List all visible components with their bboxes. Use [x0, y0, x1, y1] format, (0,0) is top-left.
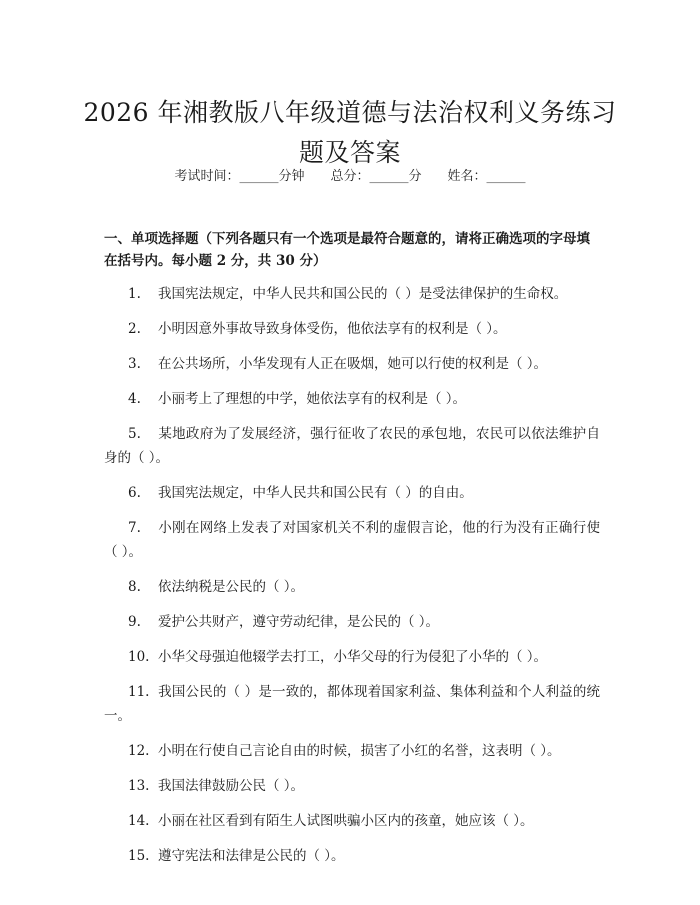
question-number: 2.	[128, 321, 141, 337]
exam-time-label: 考试时间：______分钟	[174, 169, 305, 184]
question-number: 11.	[128, 684, 150, 700]
question-number: 5.	[128, 426, 141, 442]
question-text: 爱护公共财产，遵守劳动纪律，是公民的（ ）。	[158, 614, 440, 630]
question-text: 某地政府为了发展经济，强行征收了农民的承包地，农民可以依法维护自身的（ ）。	[104, 426, 600, 466]
question-item	[104, 645, 600, 669]
question-text: 小明因意外事故导致身体受伤，他依法享有的权利是（ ）。	[158, 321, 507, 337]
question-text: 小明在行使自己言论自由的时候，损害了小红的名誉，这表明（ ）。	[158, 743, 561, 759]
total-score-label: 总分：______分	[330, 169, 422, 184]
question-number: 9.	[128, 614, 141, 630]
question-list	[104, 282, 600, 879]
question-text: 我国宪法规定，中华人民共和国公民有（ ）的自由。	[158, 485, 473, 501]
question-text: 我国法律鼓励公民（ ）。	[158, 778, 305, 794]
question-item	[104, 352, 600, 376]
question-item	[104, 575, 600, 599]
question-text: 小丽在社区看到有陌生人试图哄骗小区内的孩童，她应该（ ）。	[158, 813, 534, 829]
question-item	[104, 844, 600, 868]
question-text: 小刚在网络上发表了对国家机关不利的虚假言论，他的行为没有正确行使（ ）。	[104, 520, 600, 560]
question-item	[104, 422, 600, 470]
question-item	[104, 317, 600, 341]
question-text: 我国宪法规定，中华人民共和国公民的（ ）是受法律保护的生命权。	[158, 286, 568, 302]
question-item	[104, 809, 600, 833]
question-item	[104, 516, 600, 564]
question-number: 3.	[128, 356, 141, 372]
question-item	[104, 774, 600, 798]
section-heading: 一、单项选择题（下列各题只有一个选项是最符合题意的，请将正确选项的字母填在括号内。每小题 2 分，共 30 分）	[104, 231, 590, 269]
question-text: 小丽考上了理想的中学，她依法享有的权利是（ ）。	[158, 391, 467, 407]
question-number: 14.	[128, 813, 150, 829]
question-number: 6.	[128, 485, 141, 501]
document-title: 2026 年湘教版八年级道德与法治权利义务练习题及答案	[83, 97, 617, 167]
question-number: 12.	[128, 743, 150, 759]
question-item	[104, 680, 600, 728]
name-label: 姓名：______	[447, 169, 526, 184]
question-item	[104, 481, 600, 505]
question-text: 在公共场所，小华发现有人正在吸烟，她可以行使的权利是（ ）。	[158, 356, 548, 372]
question-item	[104, 739, 600, 763]
question-number: 15.	[128, 848, 150, 864]
question-item	[104, 610, 600, 634]
question-text: 小华父母强迫他辍学去打工，小华父母的行为侵犯了小华的（ ）。	[158, 649, 548, 665]
question-text: 遵守宪法和法律是公民的（ ）。	[158, 848, 345, 864]
exam-meta	[0, 168, 700, 186]
question-text: 我国公民的（ ）是一致的，都体现着国家利益、集体利益和个人利益的统一。	[104, 684, 600, 724]
question-item	[104, 387, 600, 411]
question-number: 1.	[128, 286, 141, 302]
question-number: 8.	[128, 579, 141, 595]
question-text: 依法纳税是公民的（ ）。	[158, 579, 305, 595]
question-number: 10.	[128, 649, 150, 665]
question-number: 13.	[128, 778, 150, 794]
question-item	[104, 282, 600, 306]
question-number: 4.	[128, 391, 141, 407]
question-number: 7.	[128, 520, 141, 536]
